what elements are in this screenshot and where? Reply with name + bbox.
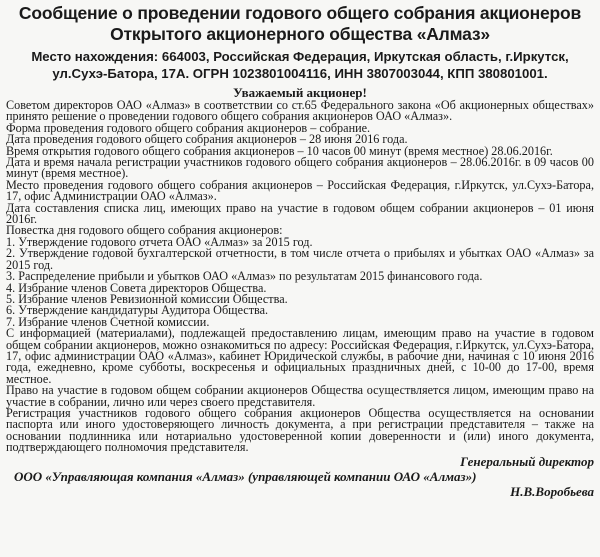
agenda-item: 3. Распределение прибыли и убытков ОАО «Алмаз» по результатам 2015 финансового года. bbox=[6, 269, 483, 284]
company-location-block bbox=[6, 48, 594, 82]
paragraph-participation-right: Право на участие в годовом общем собрании акционеров Общества осуществляется лицом, имеющим право на участие в собрании, лично или через своего представителя. bbox=[6, 383, 594, 409]
agenda-item: 2. Утверждение годовой бухгалтерской отчетности, в том числе отчета о прибылях и убытках ОАО «Алмаз» за 2015 год. bbox=[6, 246, 594, 272]
paragraph-meeting-form: Форма проведения годового общего собрания акционеров – собрание. bbox=[6, 120, 371, 135]
location-line-1: Место нахождения: 664003, Российская Федерация, Иркутская область, г.Иркутск, bbox=[31, 49, 569, 64]
paragraph-registration-docs: Регистрация участников годового общего собрания акционеров Общества осуществляется на основании паспорта или иного удостоверяющего личность документа, а при регистрации представителя – также на основании подлинника или нотариально удостоверенной копии доверенности и (или) иного документа, подтверждающего полномочия представителя. bbox=[6, 405, 594, 455]
paragraph-agenda-heading: Повестка дня годового общего собрания акционеров: bbox=[6, 223, 283, 238]
greeting: Уважаемый акционер! bbox=[233, 85, 367, 100]
location-line-2: ул.Сухэ-Батора, 17А. ОГРН 1023801004116, ИНН 3807003044, КПП 380801001. bbox=[52, 66, 548, 81]
paragraph-meeting-place: Место проведения годового общего собрания акционеров – Российская Федерация, г.Иркутск, ул.Сухэ-Батора, 17, офис Администрации ОАО «Алмаз». bbox=[6, 177, 594, 204]
agenda-item: 1. Утверждение годового отчета ОАО «Алмаз» за 2015 год. bbox=[6, 234, 313, 249]
title-line-1: Сообщение о проведении годового общего собрания акционеров bbox=[18, 3, 582, 23]
notice-body bbox=[6, 100, 594, 454]
paragraph-board-decision: Советом директоров ОАО «Алмаз» в соответствии со ст.65 Федерального закона «Об акционерных обществах» принято решение о проведении годового общего собрания акционеров ОАО «Алмаз». bbox=[6, 98, 594, 124]
paragraph-opening-time: Время открытия годового общего собрания акционеров – 10 часов 00 минут (время местное) 28.06.2016г. bbox=[6, 143, 553, 158]
signature-block bbox=[6, 454, 594, 499]
paragraph-list-date: Дата составления списка лиц, имеющих право на участие в годовом общем собрании акционеров – 01 июня 2016г. bbox=[6, 200, 594, 227]
paragraph-materials-info: С информацией (материалами), подлежащей предоставлению лицам, имеющим право на участие в годовом общем собрании акционеров, можно ознакомиться по адресу: Российская Федерация, г.Иркутск, ул.Сухэ-Батора, 17, офис администрации ОАО «Алмаз», кабинет Юридической службы, в рабочие дни, начиная с 10 июня 2016 года, ежедневно, кроме субботы, воскресенья и официальных праздничных дней, с 10-00 до 17-00, время местное. bbox=[6, 326, 594, 386]
title-line-2: Открытого акционерного общества «Алмаз» bbox=[110, 24, 490, 44]
signatory-company: ООО «Управляющая компания «Алмаз» (управляющей компании ОАО «Алмаз») bbox=[14, 468, 477, 484]
paragraph-meeting-date: Дата проведения годового общего собрания акционеров – 28 июня 2016 года. bbox=[6, 132, 408, 147]
agenda-item: 4. Избрание членов Совета директоров Общества. bbox=[6, 280, 267, 295]
signatory-name: Н.В.Воробьева bbox=[510, 483, 594, 499]
agenda-item: 5. Избрание членов Ревизионной комиссии Общества. bbox=[6, 291, 288, 306]
paragraph-registration-time: Дата и время начала регистрации участников годового общего собрания акционеров – 28.06.2016г. в 09 часов 00 минут (время местное). bbox=[6, 155, 594, 181]
notice-title bbox=[6, 3, 594, 45]
agenda-item: 6. Утверждение кандидатуры Аудитора Общества. bbox=[6, 303, 269, 318]
signatory-position: Генеральный директор bbox=[460, 453, 594, 469]
agenda-item: 7. Избрание членов Счетной комиссии. bbox=[6, 314, 210, 329]
